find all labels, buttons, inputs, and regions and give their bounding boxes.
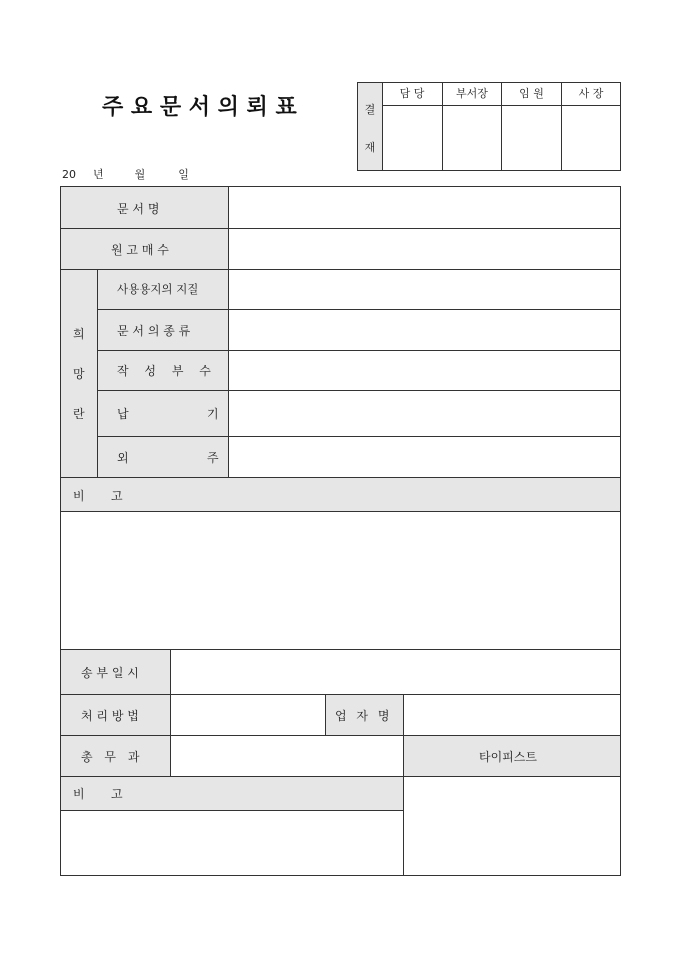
- approval-side-bottom: 재: [364, 141, 376, 154]
- approval-signature-cell[interactable]: [443, 106, 502, 170]
- date-day-label: 일: [178, 168, 189, 181]
- label-general-affairs: 총 무 과: [81, 750, 144, 764]
- approval-side-label: [358, 83, 383, 170]
- label-outsourcing: 주: [207, 451, 219, 465]
- approval-signature-cell[interactable]: [502, 106, 562, 170]
- paper-quality-field[interactable]: [229, 270, 619, 308]
- label-delivery: 기: [207, 407, 219, 421]
- send-datetime-field[interactable]: [171, 650, 619, 693]
- outsourcing-field[interactable]: [229, 437, 619, 476]
- approval-col-header: 담 당: [382, 83, 443, 106]
- manuscript-pages-field[interactable]: [229, 229, 619, 268]
- date-line: [62, 166, 189, 182]
- label-processing-method: 처 리 방 법: [81, 709, 139, 723]
- label-outsourcing: 외: [117, 451, 129, 465]
- approval-signature-cell[interactable]: [562, 106, 620, 170]
- label-wish-section: 희: [73, 327, 85, 341]
- label-vendor-name: 업 자 명: [335, 709, 393, 723]
- label-paper-quality: 사용용지의 지질: [117, 282, 199, 296]
- approval-box: [357, 82, 621, 171]
- date-month-label: 월: [134, 168, 146, 181]
- processing-method-field[interactable]: [171, 695, 324, 734]
- label-wish-section: 란: [73, 407, 85, 421]
- typist-field[interactable]: [404, 777, 619, 874]
- label-remarks: 비: [73, 489, 85, 503]
- approval-col-header: 사 장: [562, 83, 620, 106]
- general-affairs-field[interactable]: [171, 736, 402, 775]
- label-remarks: 고: [111, 489, 123, 503]
- label-typist: 타이피스트: [479, 750, 537, 764]
- date-year-prefix: 20: [62, 168, 76, 181]
- document-name-field[interactable]: [229, 188, 619, 227]
- request-form: [60, 186, 621, 876]
- document-type-field[interactable]: [229, 310, 619, 349]
- label-send-datetime: 송 부 일 시: [81, 666, 139, 680]
- label-document-name: 문 서 명: [117, 202, 160, 216]
- remarks-field[interactable]: [62, 512, 619, 648]
- label-manuscript-pages: 원 고 매 수: [111, 243, 169, 257]
- approval-col-header: 임 원: [502, 83, 562, 106]
- label-document-type: 문 서 의 종 류: [117, 324, 191, 338]
- remarks-header-bg: [61, 477, 620, 511]
- remarks2-field[interactable]: [62, 811, 402, 874]
- label-remarks2: 비: [73, 787, 85, 801]
- label-copies: 작 성 부 수: [117, 364, 217, 378]
- approval-col-header: 부서장: [443, 83, 502, 106]
- page-title: 주 요 문 서 의 뢰 표: [102, 94, 297, 120]
- approval-signature-cell[interactable]: [382, 106, 443, 170]
- label-wish-section: 망: [73, 367, 85, 381]
- delivery-field[interactable]: [229, 391, 619, 435]
- label-delivery: 납: [117, 407, 129, 421]
- vendor-name-field[interactable]: [404, 695, 619, 734]
- copies-field[interactable]: [229, 351, 619, 389]
- approval-side-top: 결: [364, 103, 376, 116]
- label-remarks2: 고: [111, 787, 123, 801]
- date-year-label: 년: [93, 168, 104, 181]
